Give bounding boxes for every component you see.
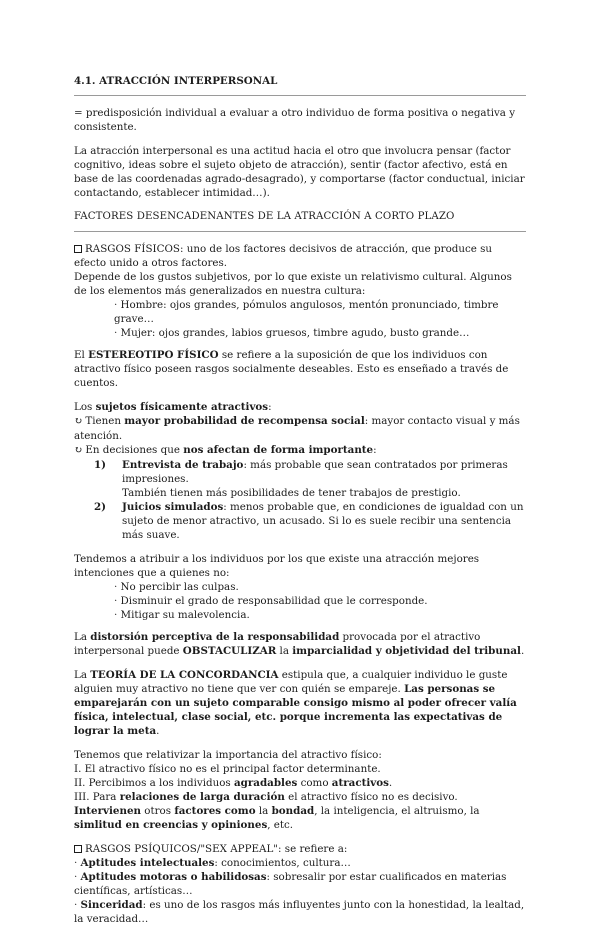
list-item: · Mujer: ojos grandes, labios gruesos, timbre agudo, busto grande… [114,327,470,339]
factores-rule [74,231,526,232]
psiquicos-label: RASGOS PSÍQUICOS/"SEX APPEAL" [85,843,279,855]
circle-arrow-icon: ↻ [74,416,83,427]
fisicos-text: : uno de los factores decisivos de atracción, que produce su efecto unido a otros factores. [74,243,493,269]
list-item: · Mitigar su malevolencia. [114,609,250,621]
list-item: · Disminuir el grado de responsabilidad que le corresponde. [114,595,428,607]
list-item: · Aptitudes motoras o habilidosas: sobresalir por estar cualificados en materias científicas, artísticas… [74,871,507,897]
intro-paragraph: La atracción interpersonal es una actitud hacia el otro que involucra pensar (factor cognitivo, ideas sobre el sujeto objeto de atracción), sentir (factor afectivo, está en base de las coordenadas agrado-desagrado), y comportarse (factor conductual, iniciar contactando, establecer intimidad…). [74,145,525,199]
psiquicos-paragraph: RASGOS PSÍQUICOS/"SEX APPEAL": se refiere a: [74,842,526,856]
fisicos-depende: Depende de los gustos subjetivos, por lo que existe un relativismo cultural. Algunos de los elementos más generalizados en nuestra cultura: [74,271,512,297]
fisicos-paragraph [74,242,526,270]
list-item: · Sinceridad: es uno de los rasgos más influyentes junto con la honestidad, la lealtad, la veracidad… [74,899,525,925]
list-item: · No percibir las culpas. [114,581,239,593]
section-title: 4.1. ATRACCIÓN INTERPERSONAL [74,75,278,87]
roman-item-1: I. El atractivo físico no es el principal factor determinante. [74,763,381,775]
list-item: · Aptitudes intelectuales: conocimientos, cultura… [74,857,351,869]
sujetos-intro: Los sujetos físicamente atractivos: [74,401,272,413]
fisicos-label: RASGOS FÍSICOS [85,243,180,255]
tendemos-paragraph: Tendemos a atribuir a los individuos por los que existe una atracción mejores intenciones que a quienes no: [74,553,480,579]
title-rule [74,95,526,96]
numbered-item-1: 1) Entrevista de trabajo: más probable que sean contratados por primeras impresiones. También tienen más posibilidades de tener trabajos de prestigio. [94,459,508,499]
roman-item-3: III. Para relaciones de larga duración el atractivo físico no es decisivo. Intervienen otros factores como la bondad, la inteligencia, el altruismo, la simlitud en creencias y opiniones, etc. [74,791,480,831]
checkbox-square-icon [74,845,82,853]
factores-title: FACTORES DESENCADENANTES DE LA ATRACCIÓN A CORTO PLAZO [74,211,455,222]
sujetos-bullet-2: ↻ En decisiones que nos afectan de forma importante: [74,444,377,456]
list-item: · Hombre: ojos grandes, pómulos angulosos, mentón pronunciado, timbre grave… [114,299,499,325]
roman-item-2: II. Percibimos a los individuos agradables como atractivos. [74,777,393,789]
concordancia-paragraph: La TEORÍA DE LA CONCORDANCIA estipula que, a cualquier individuo le guste alguien muy atractivo no tiene que ver con quién se empareje. Las personas se emparejarán con un sujeto comparable consigo mismo al poder ofrecer valía física, intelectual, clase social, etc. porque incrementa las expectativas de lograr la meta. [74,669,517,737]
relativizar-paragraph: Tenemos que relativizar la importancia del atractivo físico: [74,749,382,761]
sujetos-bullet-1: ↻ Tienen mayor probabilidad de recompensa social: mayor contacto visual y más atención. [74,415,520,442]
distorsion-paragraph: La distorsión perceptiva de la responsabilidad provocada por el atractivo interpersonal puede OBSTACULIZAR la imparcialidad y objetividad del tribunal. [74,631,525,657]
document-body [74,74,526,926]
definition: = predisposición individual a evaluar a otro individuo de forma positiva o negativa y consistente. [74,107,516,133]
numbered-item-2: 2) Juicios simulados: menos probable que, en condiciones de igualdad con un sujeto de menor atractivo, un acusado. Si lo es suele recibir una sentencia más suave. [94,501,524,541]
circle-arrow-icon: ↻ [74,445,83,456]
checkbox-square-icon [74,245,82,253]
estereotipo-paragraph: El ESTEREOTIPO FÍSICO se refiere a la suposición de que los individuos con atractivo físico poseen rasgos socialmente deseables. Esto es enseñado a través de cuentos. [74,349,509,389]
